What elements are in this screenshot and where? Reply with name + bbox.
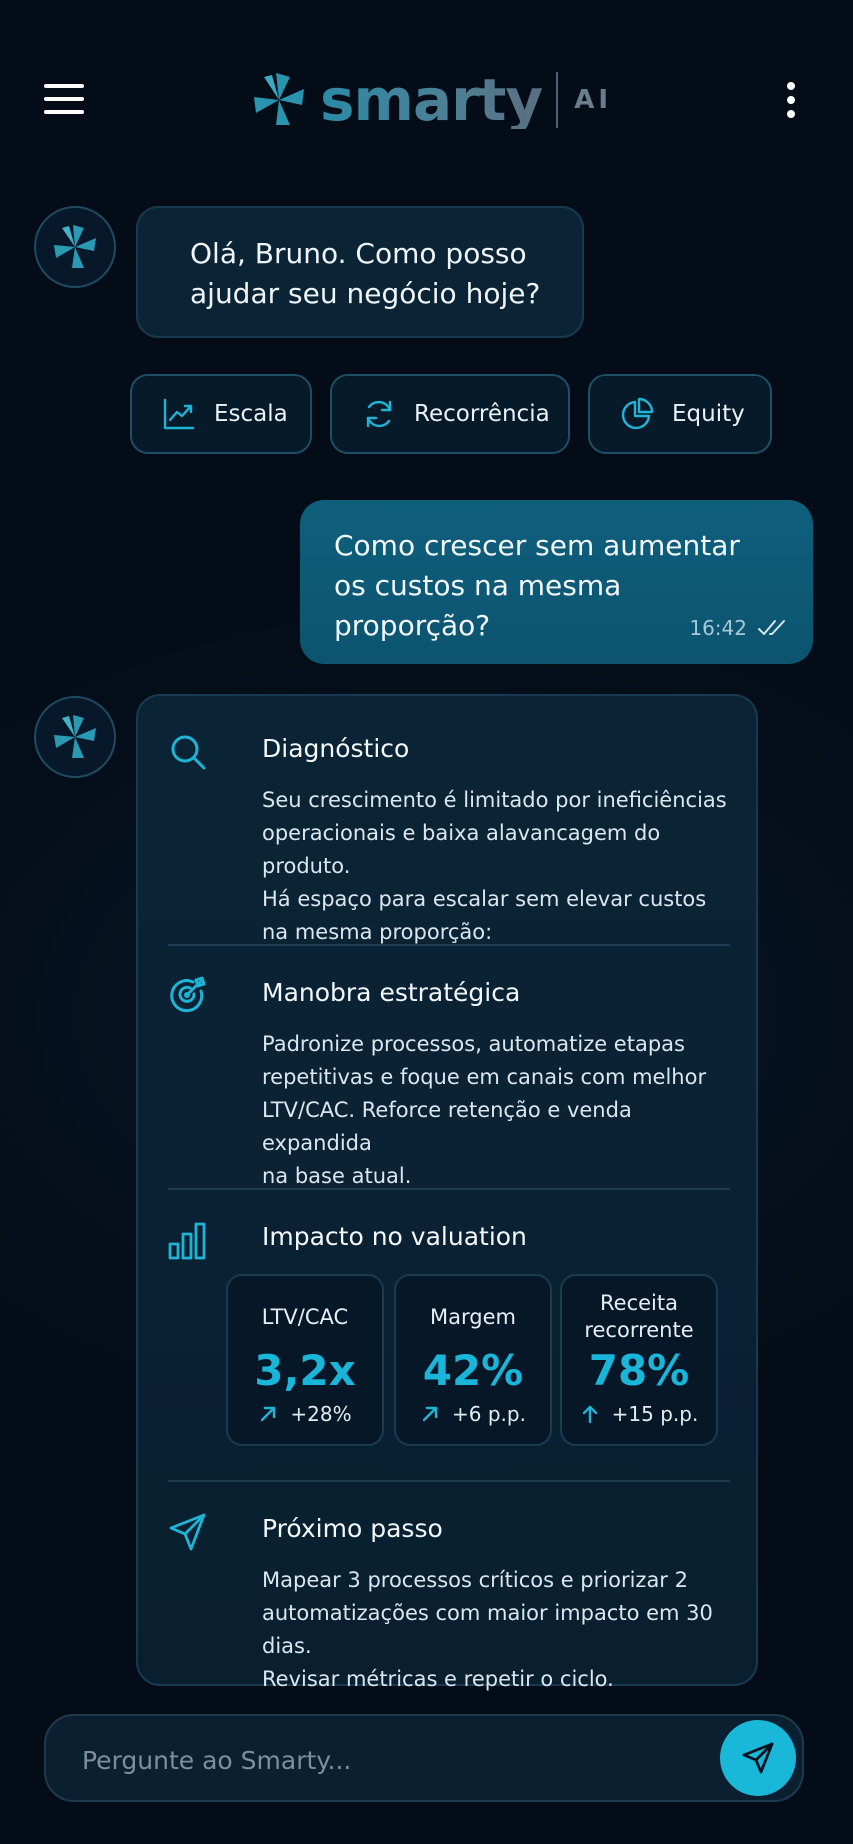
metric-ltv-cac [226,1274,384,1446]
message-time: 16:42 [689,616,747,640]
chip-label: Equity [672,401,745,427]
body-line: na base atual. [262,1164,412,1188]
bot-response-card [136,694,758,1691]
brand-suffix: AI [574,85,613,115]
paper-plane-icon [168,1512,208,1552]
more-options-icon[interactable] [780,82,802,122]
metric-value: 42% [422,1346,524,1395]
body-line: Revisar métricas e repetir o ciclo. [262,1667,614,1691]
chip-label: Escala [214,401,288,427]
user-message-line-2: os custos na mesma proporção? [334,569,622,642]
message-meta [689,608,791,648]
bot-greeting-bubble [136,206,584,338]
message-input[interactable] [82,1738,702,1782]
refresh-icon [362,397,396,431]
metric-delta [562,1402,716,1426]
message-composer [44,1714,804,1802]
section-title: Manobra estratégica [262,978,521,1007]
metric-value: 78% [588,1346,690,1395]
delta-text: +15 p.p. [611,1402,699,1426]
chip-equity[interactable] [588,374,772,454]
section-manobra [168,976,730,1188]
metric-delta [228,1402,382,1426]
smarty-logo-icon [47,709,103,765]
app-logo [246,60,612,140]
smarty-logo-icon [47,219,103,275]
user-message-bubble [300,500,813,664]
body-line: Há espaço para escalar sem elevar custos [262,887,707,911]
metric-label-wrap [562,1276,716,1346]
metric-delta [396,1402,550,1426]
metric-label: Receita [600,1291,678,1315]
section-body [262,784,742,949]
app-header [0,0,853,200]
body-line: Padronize processos, automatize etapas [262,1032,685,1056]
greeting-line-1: Olá, Bruno. Como posso [190,237,527,270]
body-line: Mapear 3 processos críticos e priorizar 2 [262,1568,688,1592]
body-line: operacionais e baixa alavancagem do produto. [262,821,661,878]
trend-chart-icon [162,397,196,431]
body-line: na mesma proporção: [262,920,493,944]
section-divider [168,1188,730,1190]
smarty-logo-icon [246,67,312,133]
body-line: LTV/CAC. Reforce retenção e venda expandida [262,1098,632,1155]
brand-name: smarty [320,66,543,134]
target-icon [168,976,208,1016]
chip-label: Recorrência [414,401,550,427]
section-diagnostico [168,732,730,944]
body-line: automatizações com maior impacto em 30 dias. [262,1601,713,1658]
section-body [262,1564,762,1696]
metric-receita-recorrente [560,1274,718,1446]
metric-value: 3,2x [254,1346,356,1395]
bot-avatar [34,206,116,288]
section-divider [168,1480,730,1482]
section-title: Próximo passo [262,1514,443,1543]
metric-label: Margem [430,1305,516,1329]
hamburger-menu-icon[interactable] [44,84,84,118]
section-divider [168,944,730,946]
pie-chart-icon [620,397,654,431]
section-title: Impacto no valuation [262,1222,527,1251]
logo-divider [556,72,558,128]
double-check-icon [757,618,791,638]
greeting-line-2: ajudar seu negócio hoje? [190,277,541,310]
chip-escala[interactable] [130,374,312,454]
metric-margem [394,1274,552,1446]
user-message-line-1: Como crescer sem aumentar [334,529,740,562]
section-proximo-passo [168,1512,730,1691]
arrow-up-right-icon [258,1404,278,1424]
send-icon [740,1740,776,1776]
metric-label: LTV/CAC [261,1305,349,1329]
bar-chart-icon [168,1220,208,1260]
chip-recorrencia[interactable] [330,374,570,454]
body-line: Seu crescimento é limitado por ineficiências [262,788,727,812]
metric-label: recorrente [584,1318,694,1342]
section-impacto [168,1220,730,1260]
send-button[interactable] [720,1720,796,1796]
search-icon [168,732,208,772]
delta-text: +28% [290,1402,352,1426]
section-body [262,1028,742,1193]
section-title: Diagnóstico [262,734,410,763]
bot-avatar [34,696,116,778]
body-line: repetitivas e foque em canais com melhor [262,1065,707,1089]
delta-text: +6 p.p. [452,1402,526,1426]
arrow-up-right-icon [420,1404,440,1424]
arrow-up-icon [580,1404,600,1424]
